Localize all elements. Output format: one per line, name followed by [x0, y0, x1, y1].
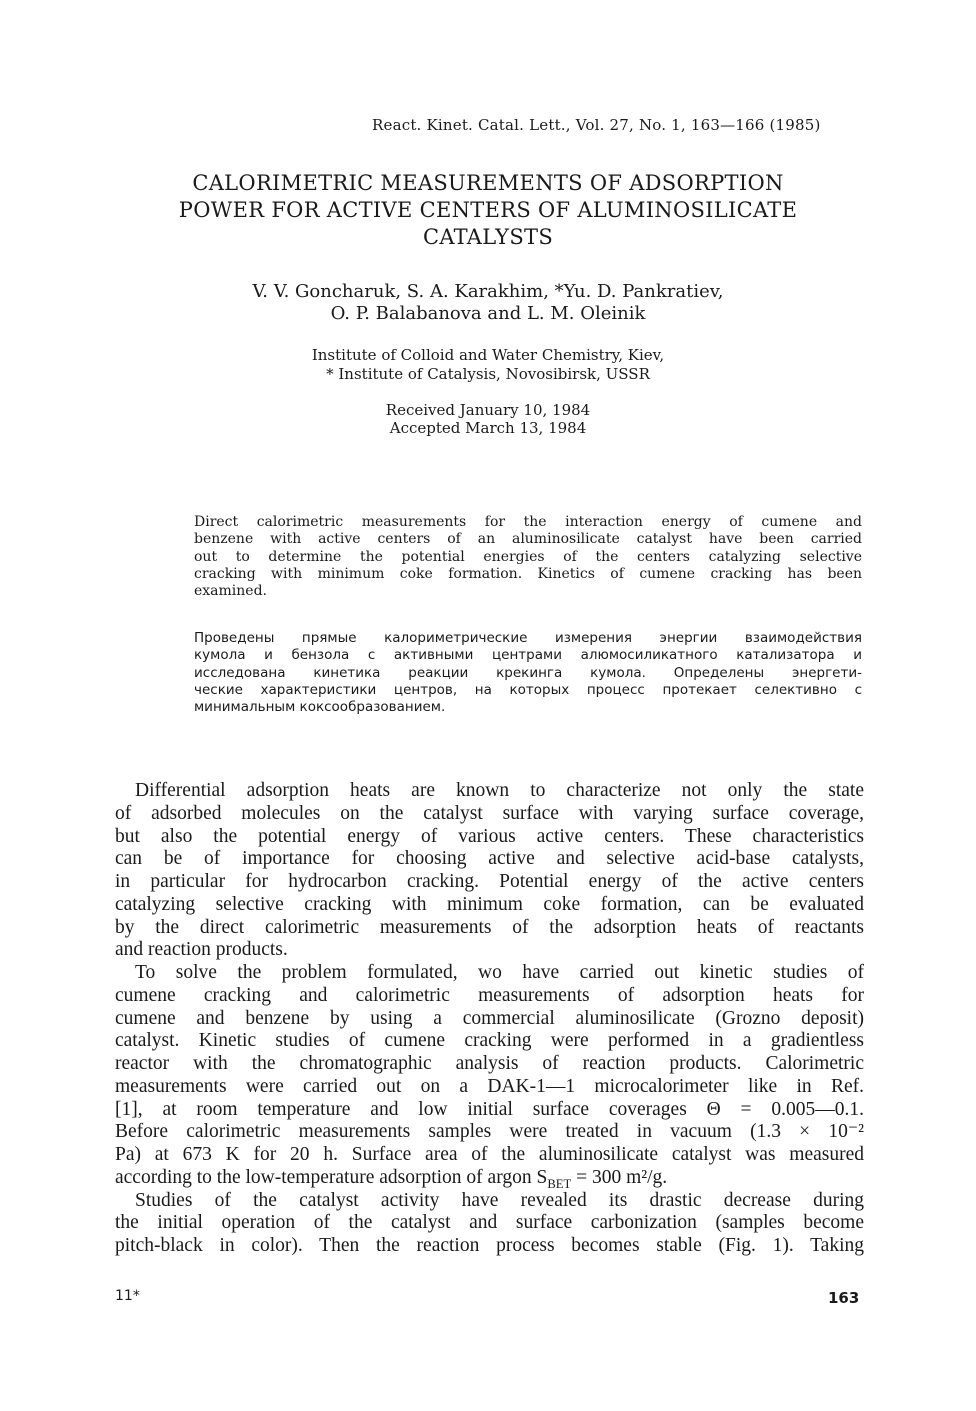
authors: [100, 281, 876, 325]
text-line: Studies of the catalyst activity have revealed its drastic decrease during: [135, 1189, 864, 1211]
text-line: but also the potential energy of various active centers. These characteristics: [115, 825, 864, 847]
abstract-russian: [194, 630, 862, 716]
signature-mark: 11*: [115, 1288, 140, 1304]
text-line: cumene cracking and calorimetric measurements of adsorption heats for: [115, 984, 864, 1006]
affiliations: [100, 346, 876, 384]
text-line: measurements were carried out on a DAK-1—1 microcalorimeter like in Ref.: [115, 1075, 864, 1097]
paragraph: [115, 1190, 864, 1258]
text-line: can be of importance for choosing active and selective acid-base catalysts,: [115, 848, 864, 870]
abstract-line: Direct calorimetric measurements for the interaction energy of cumene and: [194, 514, 862, 530]
paragraph: [115, 962, 864, 1190]
text-line: cumene and benzene by using a commercial aluminosilicate (Grozno deposit): [115, 1007, 864, 1029]
paragraph: [115, 780, 864, 962]
abstract-line: Проведены прямые калориметрические измерения энергии взаимодействия: [194, 630, 862, 646]
accepted-date: Accepted March 13, 1984: [389, 419, 587, 437]
abstract-line: benzene with active centers of an aluminosilicate catalyst have been carried: [194, 531, 862, 548]
text-line: the initial operation of the catalyst and surface carbonization (samples become: [115, 1212, 864, 1234]
text-line: To solve the problem formulated, wo have carried out kinetic studies of: [135, 962, 864, 983]
body-text: [115, 780, 864, 1258]
subscript: BET: [547, 1176, 572, 1190]
abstract-line: минимальным коксообразованием.: [194, 699, 446, 716]
text-line: by the direct calorimetric measurements of the adsorption heats of reactants: [115, 916, 864, 938]
title-line: POWER FOR ACTIVE CENTERS OF ALUMINOSILICATE: [178, 198, 798, 222]
received-date: Received January 10, 1984: [385, 401, 591, 419]
author-line: O. P. Balabanova and L. M. Oleinik: [330, 303, 646, 324]
page-number: 163: [828, 1289, 860, 1307]
author-line: V. V. Goncharuk, S. A. Karakhim, *Yu. D. Pankratiev,: [252, 281, 724, 302]
title-line: CATALYSTS: [422, 225, 554, 249]
abstract-line: ческие характеристики центров, на которых процесс протекает селективно с: [194, 681, 862, 698]
text-line: reactor with the chromatographic analysis of reaction products. Calorimetric: [115, 1053, 864, 1074]
text-line: of adsorbed molecules on the catalyst surface with varying surface coverage,: [115, 802, 864, 824]
text-line: according to the low-temperature adsorption of argon $S_{BET} = 300$ m²/g.: [115, 1166, 668, 1190]
abstract-line: out to determine the potential energies of the centers catalyzing selective: [194, 548, 862, 565]
journal-citation: React. Kinet. Catal. Lett., Vol. 27, No. 1, 163—166 (1985): [372, 116, 821, 134]
text-line: catalyst. Kinetic studies of cumene cracking were performed in a gradientless: [115, 1030, 864, 1052]
text-line: and reaction products.: [115, 939, 288, 961]
abstract-line: cracking with minimum coke formation. Kinetics of cumene cracking has been: [194, 565, 862, 582]
text-line: in particular for hydrocarbon cracking. Potential energy of the active centers: [115, 871, 864, 892]
abstract-line: кумола и бензола с активными центрами алюмосиликатного катализатора и: [194, 647, 862, 664]
abstract-line: examined.: [194, 583, 267, 600]
affiliation-line: * Institute of Catalysis, Novosibirsk, USSR: [326, 365, 650, 383]
abstract-line: исследована кинетика реакции крекинга кумола. Определены энергети-: [194, 664, 862, 681]
dates: [100, 401, 876, 437]
text-line: Pa) at 673 K for 20 h. Surface area of the aluminosilicate catalyst was measured: [115, 1144, 864, 1165]
text-line: [1], at room temperature and low initial surface coverages Θ = 0.005—0.1.: [115, 1098, 864, 1120]
text-line: Before calorimetric measurements samples were treated in vacuum (1.3 × 10⁻²: [115, 1121, 864, 1143]
affiliation-line: Institute of Colloid and Water Chemistry, Kiev,: [311, 346, 665, 364]
text-line: pitch-black in color). Then the reaction process becomes stable (Fig. 1). Taking: [115, 1235, 864, 1256]
paper-title: [100, 170, 876, 251]
text-line: catalyzing selective cracking with minimum coke formation, can be evaluated: [115, 893, 864, 915]
text-line: Differential adsorption heats are known to characterize not only the state: [135, 780, 864, 801]
abstract-english: [194, 514, 862, 600]
title-line: CALORIMETRIC MEASUREMENTS OF ADSORPTION: [192, 171, 784, 195]
